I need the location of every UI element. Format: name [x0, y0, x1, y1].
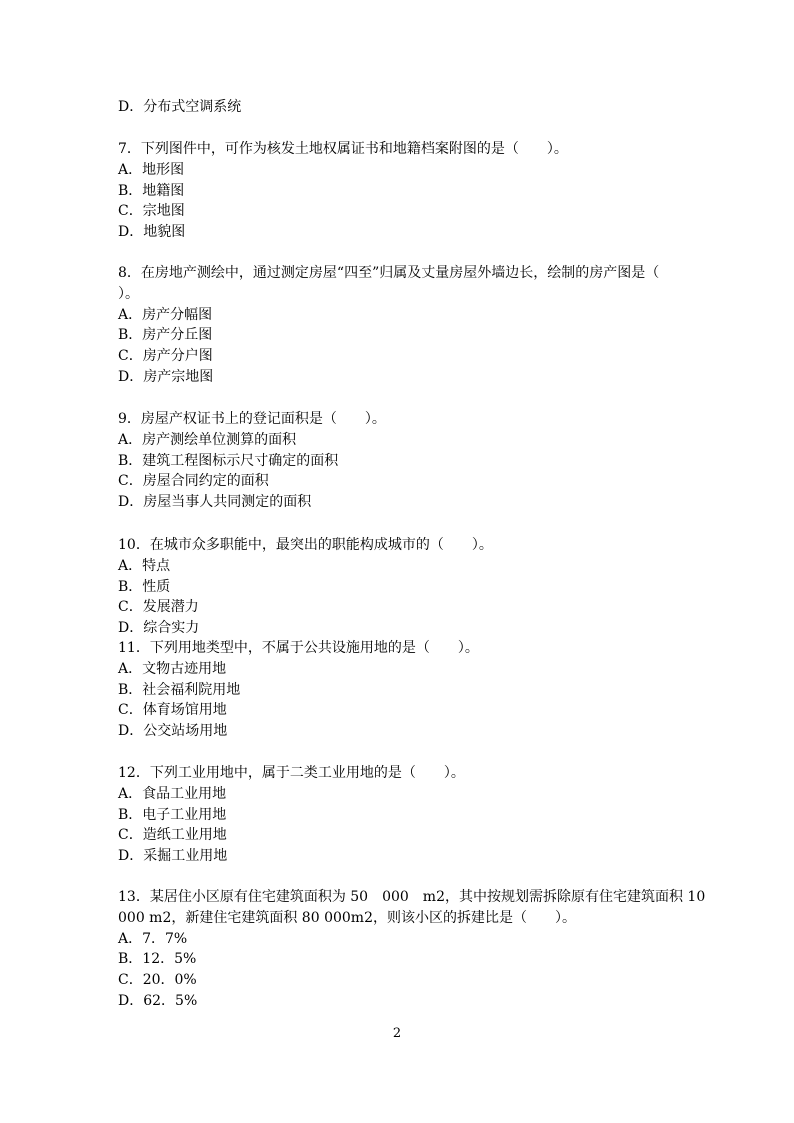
option-text: B．性质	[118, 578, 171, 595]
question-stem: 9．房屋产权证书上的登记面积是（ ）。	[118, 411, 386, 427]
option-text: B．房产分丘图	[118, 327, 213, 344]
option-text: D．62．5%	[118, 992, 198, 1009]
option-text: B．12．5%	[118, 951, 197, 968]
question-stem: 12．下列工业用地中，属于二类工业用地的是（ ）。	[118, 765, 465, 781]
option-text: A．地形图	[118, 161, 185, 178]
option-text: D．公交站场用地	[118, 723, 228, 740]
option-text: C．造纸工业用地	[118, 827, 227, 844]
question-stem: ）。	[118, 285, 139, 302]
option-text: C．宗地图	[118, 203, 185, 220]
question-block	[118, 535, 688, 639]
page-number: 2	[392, 1026, 402, 1041]
option-text: B．地籍图	[118, 182, 185, 199]
option-text: C．体育场馆用地	[118, 702, 227, 719]
option-text: A．房产分幅图	[118, 306, 213, 323]
option-text: A．7．7%	[118, 930, 188, 947]
question-stem: 11．下列用地类型中，不属于公共设施用地的是（ ）。	[118, 640, 479, 656]
question-block	[118, 409, 688, 513]
question-stem: 000 m2，新建住宅建筑面积 80 000m2，则该小区的拆建比是（ ）。	[118, 909, 576, 926]
option-text: A．房产测绘单位测算的面积	[118, 431, 297, 448]
question-block	[118, 887, 706, 1012]
option-text: B．社会福利院用地	[118, 681, 241, 698]
previous-question-tail	[118, 97, 688, 118]
option-text: B．电子工业用地	[118, 806, 227, 823]
question-block	[118, 763, 688, 867]
option-text: C．20．0%	[118, 972, 197, 989]
option-text: A．文物古迹用地	[118, 660, 227, 677]
option-text: D．房屋当事人共同测定的面积	[118, 494, 312, 511]
question-stem: 13．某居住小区原有住宅建筑面积为 50 000 m2，其中按规划需拆除原有住宅建筑面积 10	[118, 889, 706, 905]
option-text: A．食品工业用地	[118, 785, 227, 802]
option-text: B．建筑工程图标示尺寸确定的面积	[118, 452, 339, 469]
question-block	[118, 638, 688, 742]
question-stem: 10．在城市众多职能中，最突出的职能构成城市的（ ）。	[118, 537, 493, 553]
option-text: A．特点	[118, 557, 171, 574]
option-text: D．综合实力	[118, 620, 200, 637]
question-block	[118, 263, 688, 388]
question-block	[118, 139, 688, 243]
question-stem: 7．下列图件中，可作为核发土地权属证书和地籍档案附图的是（ ）。	[118, 141, 568, 157]
option-text: C．发展潜力	[118, 599, 199, 616]
option-text: C．房屋合同约定的面积	[118, 473, 269, 490]
option-text: D．地貌图	[118, 224, 186, 241]
question-stem: 8．在房地产测绘中，通过测定房屋“四至”归属及丈量房屋外墙边长，绘制的房产图是（	[118, 265, 660, 281]
option-text: C．房产分户图	[118, 348, 213, 365]
option-text: D．房产宗地图	[118, 368, 214, 385]
option-text: D．采掘工业用地	[118, 848, 228, 865]
option-text: D．分布式空调系统	[118, 99, 242, 115]
